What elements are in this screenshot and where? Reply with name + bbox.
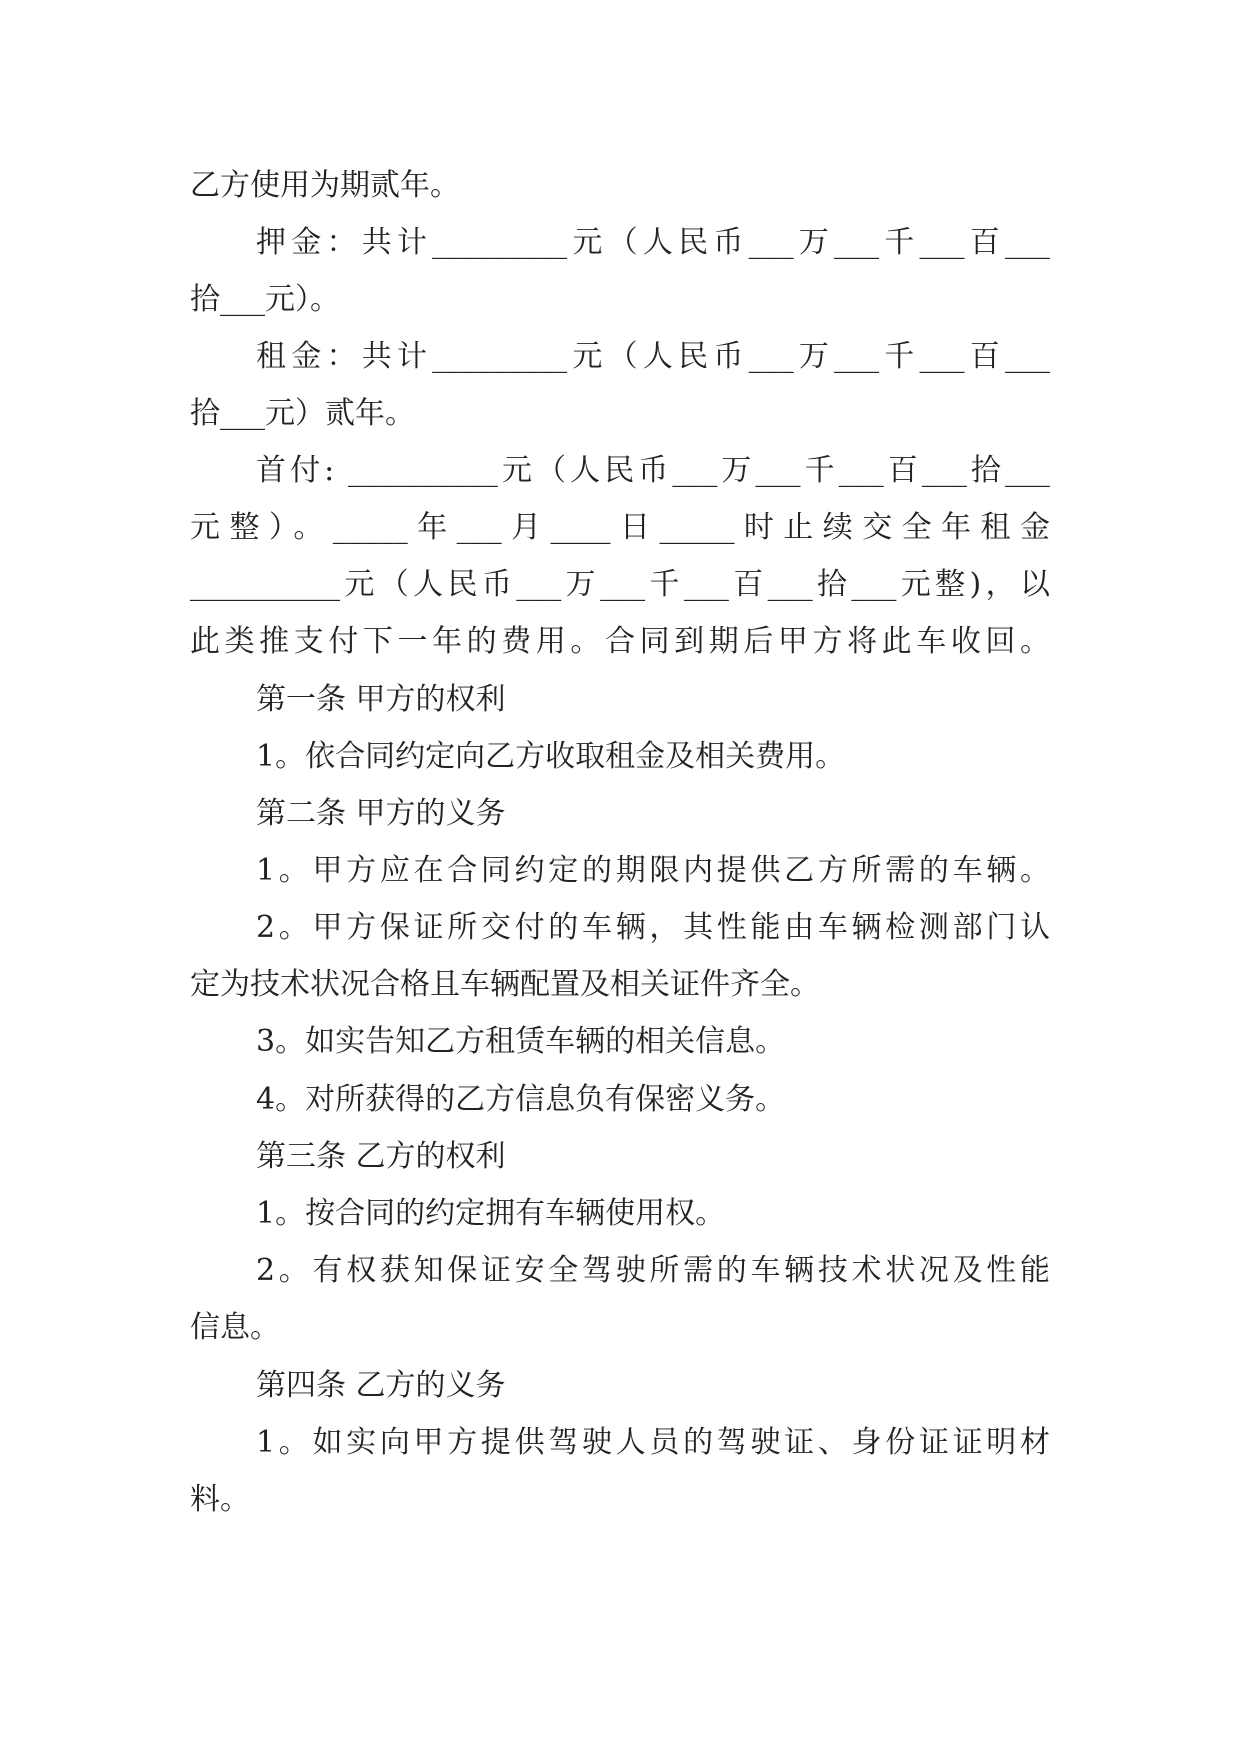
text-line: 1。甲方应在合同约定的期限内提供乙方所需的车辆。 [256,853,1050,888]
section-heading: 第二条 甲方的义务 [256,796,506,831]
text-line: 定为技术状况合格且车辆配置及相关证件齐全。 [190,967,820,1002]
text-line: 2。有权获知保证安全驾驶所需的车辆技术状况及性能 [256,1253,1050,1288]
text-line: 4。对所获得的乙方信息负有保密义务。 [256,1082,786,1117]
text-line: 押金：共计_________元（人民币___万___千___百___ [256,225,1050,260]
text-line: 2。甲方保证所交付的车辆，其性能由车辆检测部门认 [256,910,1050,945]
text-line: 3。如实告知乙方租赁车辆的相关信息。 [256,1024,786,1059]
text-line: 首付: __________元（人民币___万___千___百___拾___ [256,453,1050,488]
text-line: 乙方使用为期贰年。 [190,168,460,203]
text-line: __________元（人民币___万___千___百___拾___元整)，以 [190,567,1050,602]
section-heading: 第三条 乙方的权利 [256,1139,506,1174]
text-line: 1。依合同约定向乙方收取租金及相关费用。 [256,739,846,774]
section-heading: 第一条 甲方的权利 [256,682,506,717]
text-line: 拾___元）贰年。 [190,396,415,431]
text-line: 元整）。_____年___月____日_____时止续交全年租金 [190,510,1050,545]
text-line: 1。按合同的约定拥有车辆使用权。 [256,1196,726,1231]
text-line: 料。 [190,1482,250,1517]
text-line: 此类推支付下一年的费用。合同到期后甲方将此车收回。 [190,624,1050,659]
text-line: 信息。 [190,1310,280,1345]
section-heading: 第四条 乙方的义务 [256,1368,506,1403]
text-line: 拾___元）。 [190,282,340,317]
text-line: 1。如实向甲方提供驾驶人员的驾驶证、身份证证明材 [256,1425,1050,1460]
text-line: 租金：共计_________元（人民币___万___千___百___ [256,339,1050,374]
